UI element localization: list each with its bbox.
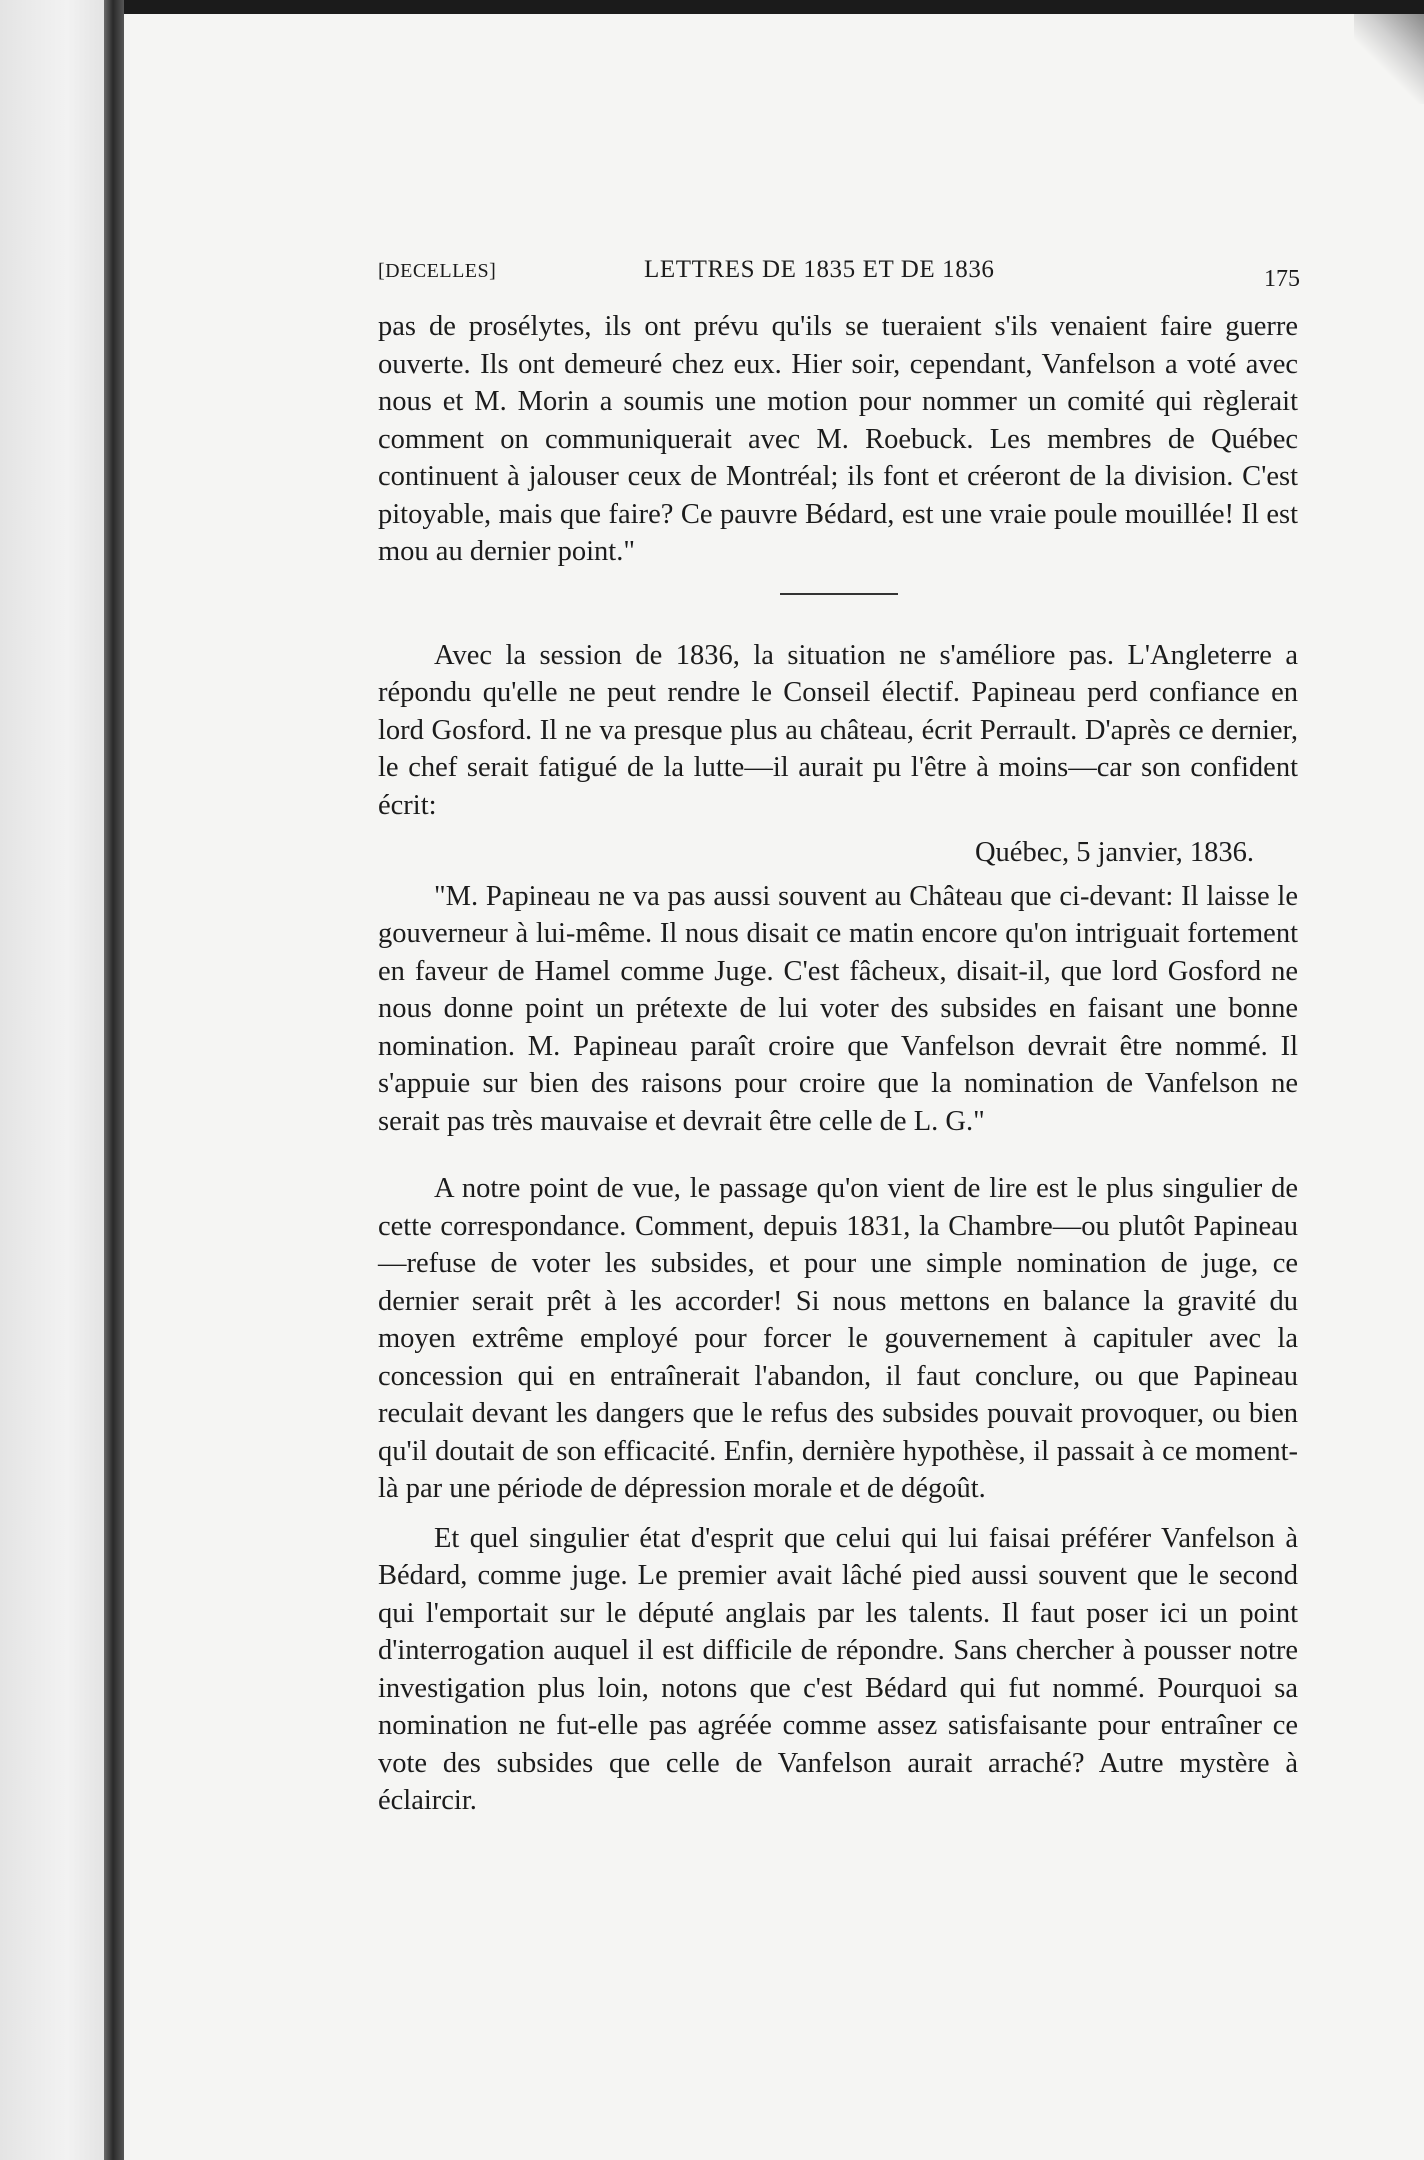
page-content <box>244 252 1304 1820</box>
page-header <box>244 252 1304 296</box>
page-title: LETTRES DE 1835 ET DE 1836 <box>644 256 995 283</box>
paragraph-quoted-letter: "M. Papineau ne va pas aussi souvent au Château que ci-devant: Il laisse le gouverneur à lui-même. Il nous disait ce matin encore qu'on intriguait fortement en faveur de Hamel comme Juge. C'est fâcheux, disait-il, que lord Gosford ne nous donne point un prétexte de lui voter des subsides en faisant une bonne nomination. M. Papineau paraît croire que Vanfelson devrait être nommé. Il s'appuie sur bien des raisons pour croire que la nomination de Vanfelson ne serait pas très mauvaise et devrait être celle de L. G." <box>378 880 1298 1137</box>
paragraph-session-1836: Avec la session de 1836, la situation ne s'améliore pas. L'Angleterre a répondu qu'elle ne peut rendre le Conseil électif. Papineau perd confiance en lord Gosford. Il ne va presque plus au château, écrit Perrault. D'après ce dernier, le chef serait fatigué de la lutte—il aurait pu l'être à moins—car son confident écrit: <box>378 639 1298 821</box>
section-divider <box>780 593 898 595</box>
page-corner-fold <box>1354 14 1424 104</box>
page-number: 175 <box>1264 266 1300 292</box>
letter-dateline: Québec, 5 janvier, 1836. <box>974 837 1254 868</box>
running-head: [DECELLES] <box>378 260 497 282</box>
book-gutter <box>104 0 124 2160</box>
paragraph-analysis: A notre point de vue, le passage qu'on vient de lire est le plus singulier de cette correspondance. Comment, depuis 1831, la Chambre—ou plutôt Papineau—refuse de voter les subsides, et pour une simple nomination de juge, ce dernier serait prêt à les accorder! Si nous mettons en balance la gravité du moyen extrême employé pour forcer le gouvernement à capituler avec la concession qui en entraînerait l'abandon, il faut conclure, ou que Papineau reculait devant les dangers que le refus des subsides pouvait provoquer, ou bien qu'il doutait de son efficacité. Enfin, dernière hypothèse, il passait à ce moment-là par une période de dépression morale et de dégoût. <box>378 1173 1298 1504</box>
book-page <box>124 14 1424 2160</box>
body-text <box>378 308 1298 1820</box>
paragraph-conclusion: Et quel singulier état d'esprit que celui qui lui faisai préférer Vanfelson à Bédard, comme juge. Le premier avait lâché pied aussi souvent que le second qui l'emportait sur le député anglais par les talents. Il faut poser ici un point d'interrogation auquel il est difficile de répondre. Sans chercher à pousser notre investigation plus loin, notons que c'est Bédard qui fut nommé. Pourquoi sa nomination ne fut-elle pas agréée comme assez satisfaisante pour entraîner ce vote des subsides que celle de Vanfelson aurait arraché? Autre mystère à éclaircir. <box>378 1522 1298 1816</box>
paragraph-letter-continuation: pas de prosélytes, ils ont prévu qu'ils se tueraient s'ils venaient faire guerre ouverte. Ils ont demeuré chez eux. Hier soir, cependant, Vanfelson a voté avec nous et M. Morin a soumis une motion pour nommer un comité qui règlerait comment on communiquerait avec M. Roebuck. Les membres de Québec continuent à jalouser ceux de Montréal; ils font et créeront de la division. C'est pitoyable, mais que faire? Ce pauvre Bédard, est une vraie poule mouillée! Il est mou au dernier point." <box>378 311 1298 567</box>
